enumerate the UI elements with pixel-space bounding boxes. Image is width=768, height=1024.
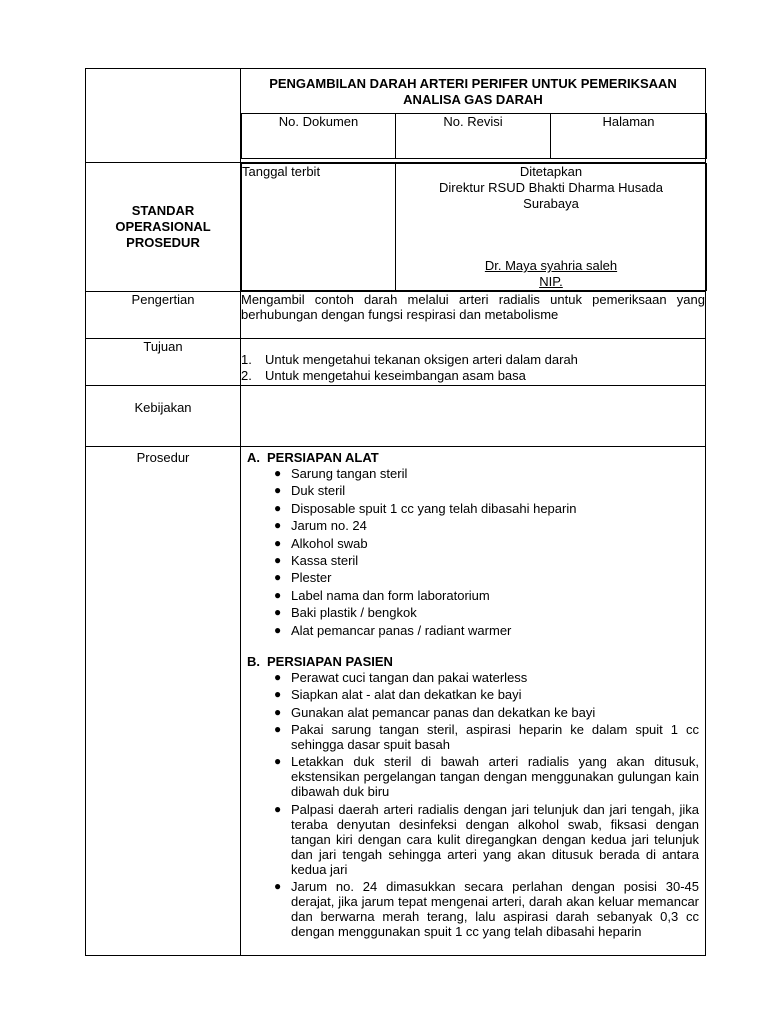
bullet-icon: ● [274,587,282,602]
tujuan-cell [241,339,706,386]
terbit-table [241,163,707,291]
procedure-item-text: Sarung tangan steril [291,466,408,481]
ditetapkan-block [396,164,707,291]
procedure-item [274,587,699,603]
sop-label [86,163,241,292]
procedure-item-text: Palpasi daerah arteri radialis dengan jari telunjuk dan jari tengah, jika teraba denyutan desinfeksi dengan alkohol swab, fiksasi dengan tangan kiri dengan cara kulit diregangkan dengan kedua jari telunjuk dan jari tengah sehingga arteri yang akan ditusuk berada di antara kedua jari [291,801,699,877]
bullet-icon: ● [274,466,282,480]
tujuan-item-num: 1. [241,352,252,367]
procedure-item [274,754,699,800]
procedure-item-text: Kassa steril [291,552,359,568]
bullet-icon: ● [274,570,282,585]
procedure-item-text: Jarum no. 24 dimasukkan secara perlahan dengan posisi 30-45 derajat, jika jarum tepat mengenai arteri, darah akan keluar memancar dan berwarna merah terang, lalu aspirasi darah sebanyak 0,3 cc dengan menggunakan spuit 1 cc yang telah dibasahi heparin [291,879,699,940]
procedure-item-text: Plester [291,570,332,586]
procedure-item [274,687,699,703]
procedure-item [274,483,699,499]
kebijakan-cell [241,386,706,447]
bullet-icon: ● [274,605,282,620]
procedure-item-text: Duk steril [291,483,346,499]
header-cell [241,69,706,163]
procedure-item [274,669,699,685]
ditetapkan-label: Ditetapkan [519,164,583,179]
sop-label-text: STANDAR OPERASIONAL PROSEDUR [115,203,211,250]
procedure-item-text: Perawat cuci tangan dan pakai waterless [291,669,528,685]
procedure-item-text: Baki plastik / bengkok [291,605,417,621]
pengertian-text: Mengambil contoh darah melalui arteri radialis untuk pemeriksaan yang berhubungan dengan fungsi respirasi dan metabolisme [241,292,706,339]
bullet-icon: ● [274,704,282,719]
procedure-item-text: Label nama dan form laboratorium [291,587,490,603]
procedure-item [274,879,699,940]
kebijakan-label: Kebijakan [86,386,241,447]
bullet-icon: ● [274,483,282,498]
bullet-icon: ● [274,552,282,567]
pengertian-label: Pengertian [86,292,241,339]
procedure-item-text: Letakkan duk steril di bawah arteri radialis yang akan ditusuk, ekstensikan pergelangan tangan dengan menggunakan gulungan kain dibawah duk biru [291,754,699,800]
signer-name: Dr. Maya syahria saleh [484,258,618,273]
procedure-item-text: Pakai sarung tangan steril, aspirasi heparin ke dalam spuit 1 cc sehingga dasar spuit basah [291,722,699,753]
procedure-item-text: Disposable spuit 1 cc yang telah dibasahi heparin [291,500,577,516]
document-title: PENGAMBILAN DARAH ARTERI PERIFER UNTUK PEMERIKSAAN ANALISA GAS DARAH [269,76,677,107]
procedure-item [274,722,699,753]
prosedur-label: Prosedur [86,447,241,956]
direktur-label: Direktur RSUD Bhakti Dharma Husada Surabaya [439,180,663,211]
terbit-cell [241,163,706,292]
bullet-icon: ● [274,500,282,515]
tujuan-label: Tujuan [86,339,241,386]
section-title [247,450,699,466]
procedure-item-text: Gunakan alat pemancar panas dan dekatkan ke bayi [291,704,596,720]
tujuan-item [241,352,705,368]
section-num: B. [247,653,260,669]
bullet-icon: ● [274,754,282,769]
procedure-item [274,500,699,516]
bullet-icon: ● [274,622,282,637]
bullet-icon: ● [274,687,282,702]
tujuan-item-text: Untuk mengetahui keseimbangan asam basa [265,368,526,383]
tujuan-item-num: 2. [241,368,252,383]
bullet-icon: ● [274,535,282,550]
persiapan-alat-list [247,466,699,638]
bullet-icon: ● [274,879,282,894]
procedure-item [274,704,699,720]
doc-info-table [241,113,707,159]
procedure-item-text: Siapkan alat - alat dan dekatkan ke bayi [291,687,522,703]
section-title-text: PERSIAPAN ALAT [267,450,379,465]
procedure-item-text: Alkohol swab [291,535,368,551]
bullet-icon: ● [274,518,282,533]
procedure-item [274,466,699,481]
prosedur-cell [241,447,706,956]
tujuan-item-text: Untuk mengetahui tekanan oksigen arteri dalam darah [265,352,578,367]
bullet-icon: ● [274,801,282,816]
procedure-item [274,801,699,877]
procedure-item-text: Alat pemancar panas / radiant warmer [291,622,512,638]
halaman-label: Halaman [551,114,707,159]
tujuan-list [241,352,705,384]
procedure-item [274,535,699,551]
procedure-item [274,570,699,586]
signer-nip: NIP. [539,274,563,289]
procedure-item [274,622,699,638]
section-num: A. [247,450,260,465]
procedure-item [274,605,699,621]
procedure-item [274,552,699,568]
logo-cell [86,69,241,163]
tujuan-item [241,368,705,384]
procedure-item [274,518,699,534]
no-dokumen-label: No. Dokumen [242,114,396,159]
section-title [247,654,699,670]
section-title-text: PERSIAPAN PASIEN [267,653,393,669]
persiapan-pasien-list [247,670,699,939]
procedure-item-text: Jarum no. 24 [291,518,367,534]
bullet-icon: ● [274,722,282,737]
sop-table [85,68,706,956]
no-revisi-label: No. Revisi [396,114,551,159]
bullet-icon: ● [274,669,282,684]
tanggal-terbit-label: Tanggal terbit [242,164,396,291]
